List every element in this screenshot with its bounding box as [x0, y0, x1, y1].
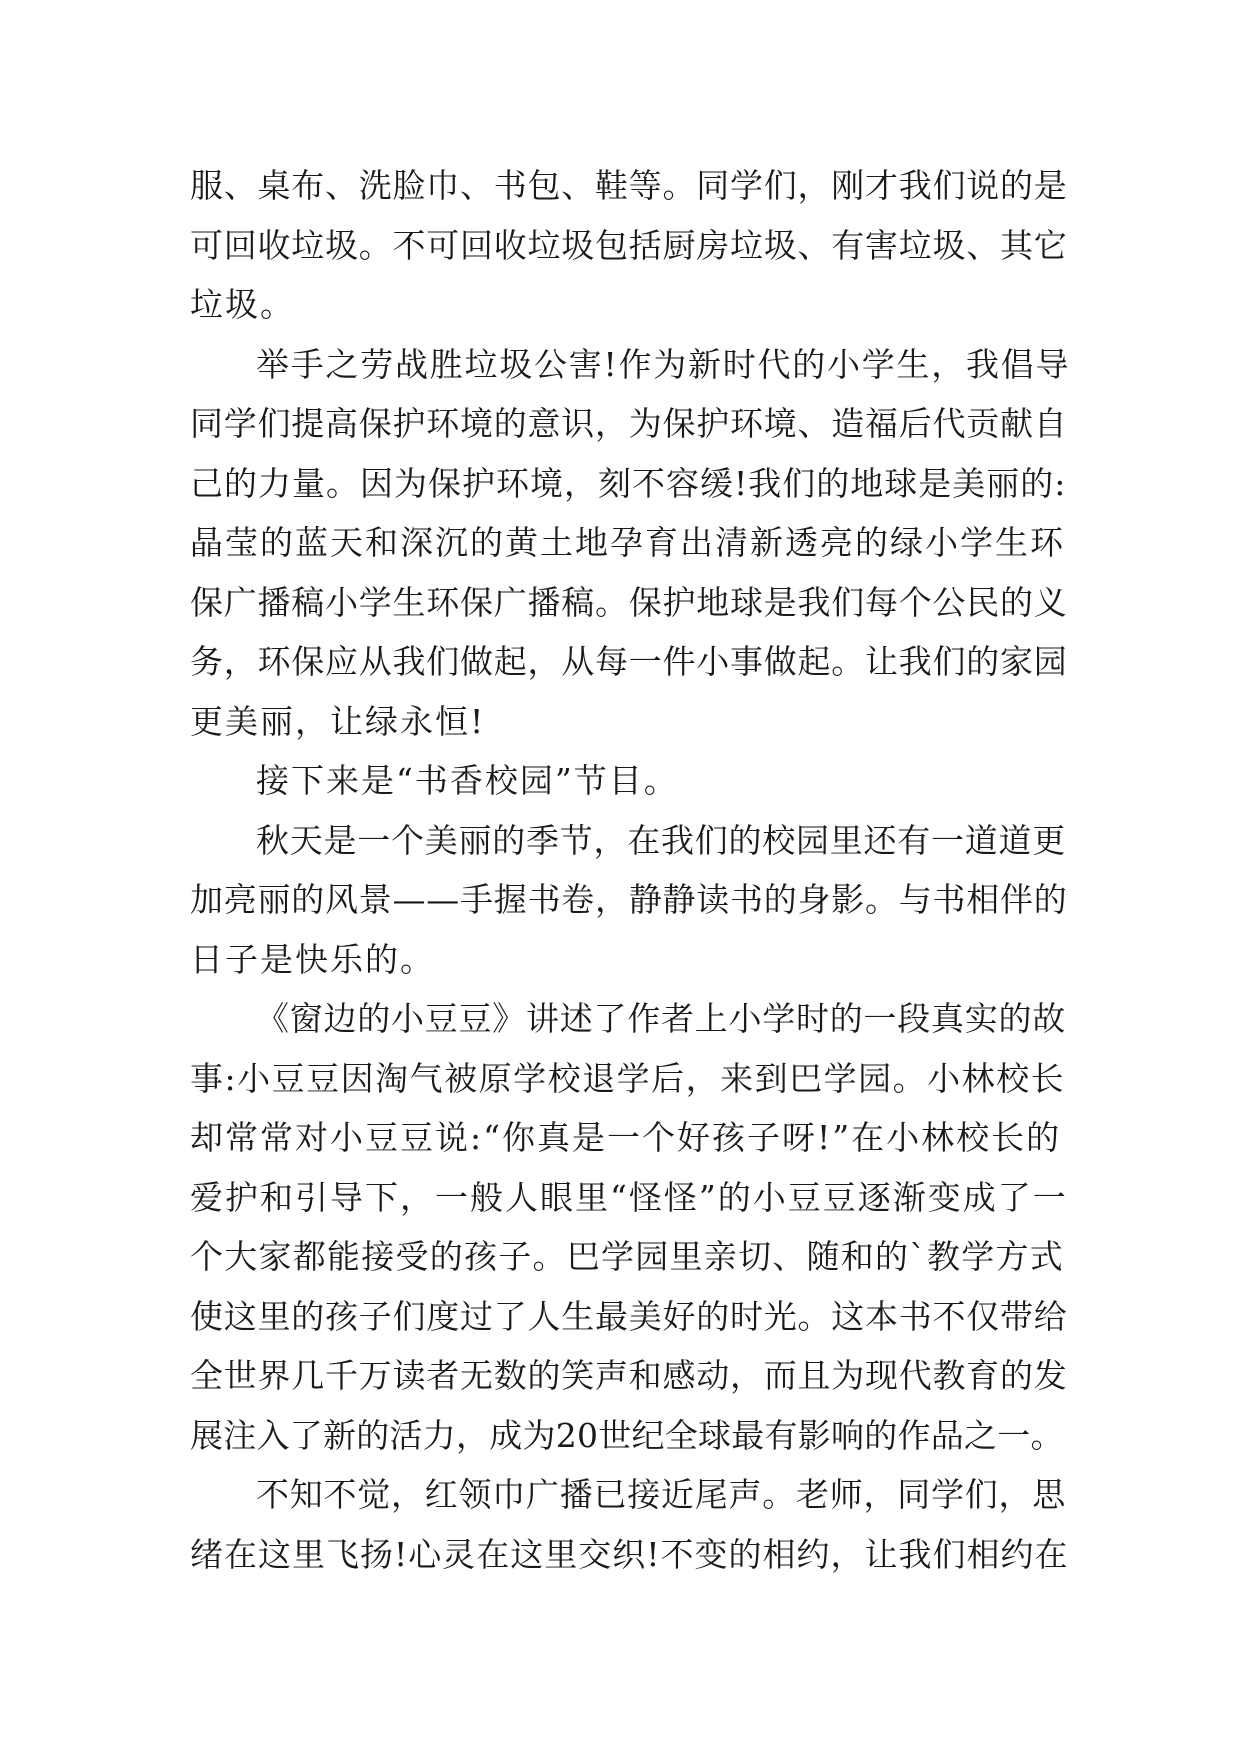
- text-line: 保广播稿小学生环保广播稿。保护地球是我们每个公民的义: [190, 582, 1068, 622]
- text-line: 展注入了新的活力，成为20世纪全球最有影响的作品之一。: [190, 1415, 1064, 1455]
- text-line: 爱护和引导下，一般人眼里“怪怪”的小豆豆逐渐变成了一: [190, 1177, 1068, 1217]
- paragraph-first-line: 举手之劳战胜垃圾公害!作为新时代的小学生，我倡导: [256, 344, 1071, 384]
- text-line: 务，环保应从我们做起，从每一件小事做起。让我们的家园: [190, 642, 1068, 681]
- text-line: 垃圾。: [190, 285, 295, 324]
- text-line: 晶莹的蓝天和深沉的黄土地孕育出清新透亮的绿小学生环: [190, 523, 1065, 562]
- text-line: 可回收垃圾。不可回收垃圾包括厨房垃圾、有害垃圾、其它: [190, 225, 1068, 265]
- text-line: 加亮丽的风景——手握书卷，静静读书的身影。与书相伴的: [190, 880, 1068, 919]
- text-line: 使这里的孩子们度过了人生最美好的时光。这本书不仅带给: [190, 1296, 1068, 1336]
- text-line: 日子是快乐的。: [190, 939, 435, 979]
- text-line: 同学们提高保护环境的意识，为保护环境、造福后代贡献自: [190, 404, 1068, 443]
- text-line: 己的力量。因为保护环境，刻不容缓!我们的地球是美丽的:: [190, 463, 1067, 503]
- paragraph-first-line: 不知不觉，红领巾广播已接近尾声。老师，同学们，思: [256, 1475, 1066, 1514]
- document-body: [190, 156, 1070, 1584]
- paragraph-first-line: 《窗边的小豆豆》讲述了作者上小学时的一段真实的故: [256, 999, 1066, 1038]
- text-line: 全世界几千万读者无数的笑声和感动，而且为现代教育的发: [190, 1356, 1068, 1395]
- text-line: 个大家都能接受的孩子。巴学园里亲切、随和的`教学方式: [190, 1237, 1064, 1276]
- text-line: 事:小豆豆因淘气被原学校退学后，来到巴学园。小林校长: [190, 1058, 1066, 1098]
- paragraph-first-line: 秋天是一个美丽的季节，在我们的校园里还有一道道更: [256, 820, 1066, 860]
- text-line: 绪在这里飞扬!心灵在这里交织!不变的相约，让我们相约在: [190, 1534, 1069, 1574]
- text-line: 却常常对小豆豆说:“你真是一个好孩子呀!”在小林校长的: [190, 1118, 1062, 1157]
- text-line: 服、桌布、洗脸巾、书包、鞋等。同学们，刚才我们说的是: [190, 166, 1068, 205]
- paragraph-first-line: 接下来是“书香校园”节目。: [256, 761, 679, 800]
- text-line: 更美丽，让绿永恒!: [190, 701, 486, 741]
